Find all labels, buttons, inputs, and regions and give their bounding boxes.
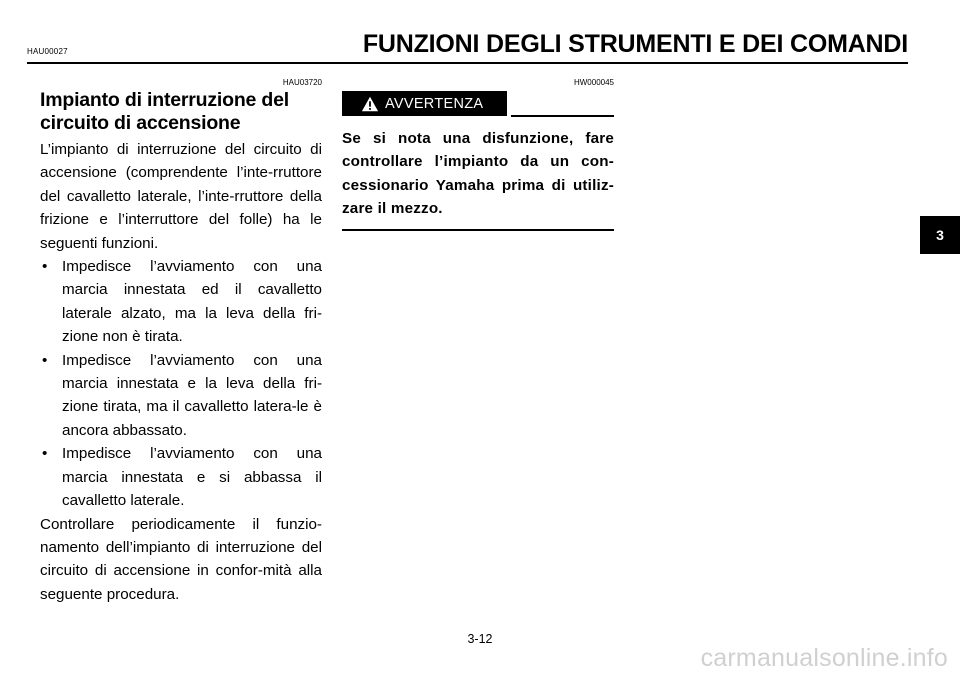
list-item-text: Impedisce l’avviamento con una marcia innestata ed il cavalletto laterale alzato, ma la leva della fri-zione non è tirata.: [62, 258, 322, 346]
header-code: HAU00027: [27, 47, 68, 56]
warning-code: HW000045: [573, 78, 614, 87]
right-column: [342, 78, 614, 231]
bullet-icon: •: [42, 445, 48, 463]
section-title-line-1: Impianto di interruzione del: [40, 89, 289, 111]
list-item: [40, 255, 322, 349]
warning-text: Se si nota una disfunzione, fare controllare l’impianto da un con-cessionario Yamaha prima di utiliz-zare il mezzo.: [342, 130, 614, 218]
chapter-title: FUNZIONI DEGLI STRUMENTI E DEI COMANDI: [362, 30, 908, 58]
closing-paragraph: Controllare periodicamente il funzio-namento dell’impianto di interruzione del circuito di accensione in confor-mità alla seguente procedura.: [40, 515, 322, 603]
section-title: [40, 89, 322, 135]
watermark: carmanualsonline.info: [700, 644, 948, 672]
list-item-text: Impedisce l’avviamento con una marcia innestata e si abbassa il cavalletto laterale.: [62, 445, 322, 510]
warning-badge: [342, 91, 507, 116]
intro-paragraph: L’impianto di interruzione del circuito di accensione (comprendente l’inte-rruttore del cavalletto laterale, l’inte-rruttore della frizione e l’interruttore del folle) ha le seguenti funzioni.: [40, 141, 322, 252]
list-item-text: Impedisce l’avviamento con una marcia innestata e la leva della fri-zione tirata, ma il cavalletto latera-le è ancora abbassato.: [62, 351, 322, 439]
warning-label: AVVERTENZA: [385, 95, 484, 112]
header-rule: [27, 62, 908, 64]
section-code: HAU03720: [282, 78, 322, 87]
function-list: [40, 255, 322, 512]
chapter-tab: 3: [920, 216, 960, 254]
list-item: [40, 349, 322, 443]
warning-bottom-rule: [342, 229, 614, 231]
left-column: [40, 78, 322, 606]
page-number: 3-12: [467, 632, 493, 646]
bullet-icon: •: [42, 351, 48, 369]
warning-header: [342, 91, 614, 121]
warning-triangle-icon: [361, 95, 379, 113]
list-item: [40, 442, 322, 512]
section-title-line-2: circuito di accensione: [40, 112, 241, 134]
bullet-icon: •: [42, 258, 48, 276]
warning-header-rule: [511, 115, 614, 117]
